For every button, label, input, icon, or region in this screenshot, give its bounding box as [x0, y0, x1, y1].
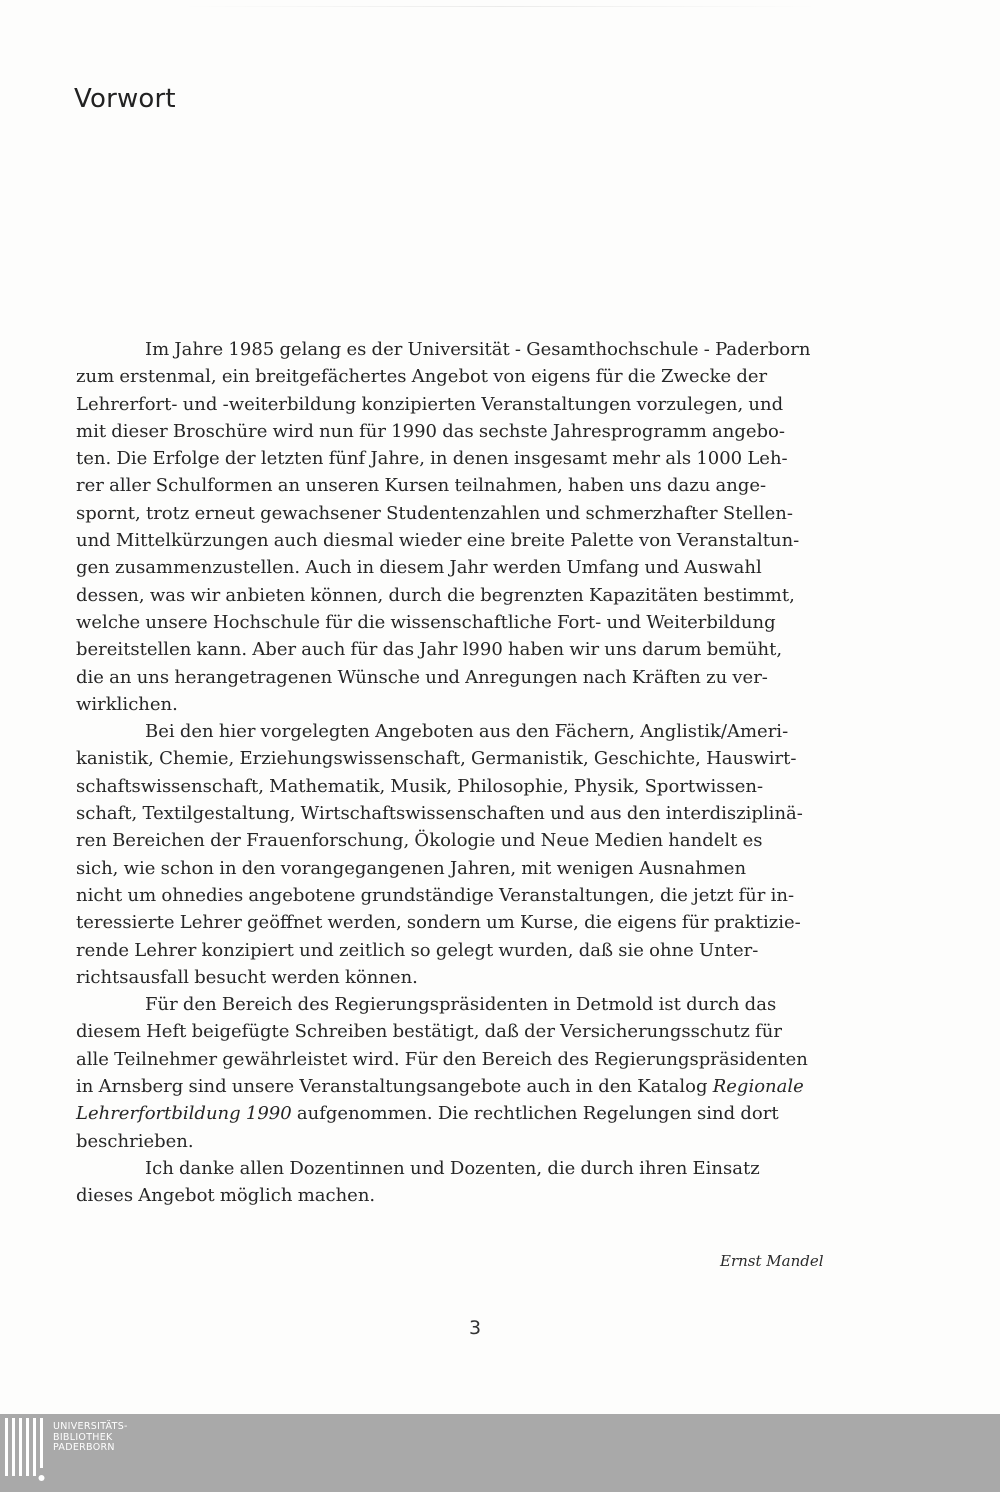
- catalog-title: Regionale Lehrerfortbildung 1990: [76, 1076, 804, 1125]
- library-logo: [4, 1418, 146, 1488]
- paragraph-3-text-after: aufgenommen. Die rechtlichen Regelungen sind dort beschrieben.: [76, 1103, 779, 1152]
- paragraph-3-text-before: Für den Bereich des Regierungspräsidenten in Detmold ist durch das diesem Heft beigefügte Schreiben bestätigt, daß der Versicherungsschutz für alle Teilnehmer gewährleistet wird. Für den Bereich des Regierungspräsidenten in Arnsberg sind unsere Veranstaltungsangebote auch in den Katalog: [76, 994, 808, 1098]
- library-logo-text: [53, 1422, 128, 1454]
- scan-edge-shadow: [180, 6, 820, 7]
- page-title: Vorwort: [74, 84, 176, 114]
- library-logo-bars-icon: [4, 1418, 48, 1486]
- logo-line-3: PADERBORN: [53, 1442, 115, 1453]
- paragraph-4: Ich danke allen Dozentinnen und Dozenten, die durch ihren Einsatz dieses Angebot möglich machen.: [76, 1157, 760, 1207]
- logo-line-1: UNIVERSITÄTS-: [53, 1421, 128, 1432]
- logo-line-2: BIBLIOTHEK: [53, 1431, 113, 1443]
- paragraph-1: Im Jahre 1985 gelang es der Universität - Gesamthochschule - Paderborn zum erstenmal, ein breitgefächertes Angebot von eigens für die Zwecke der Lehrerfort- und -weiterbildung konzipierten Veranstaltungen vorzulegen, und mit dieser Broschüre wird nun für 1990 das sechste Jahresprogramm angebo- ten. Die Erfolge der letzten fünf Jahre, in denen insgesamt mehr als 1000 Leh- rer aller Schulformen an unseren Kursen teilnahmen, haben uns dazu ange- spornt, trotz erneut gewachsener Studentenzahlen und schmerzhafter Stellen- und Mittelkürzungen auch diesmal wieder eine breite Palette von Veranstaltun- gen zusammenzustellen. Auch in diesem Jahr werden Umfang und Auswahl dessen, was wir anbieten können, durch die begrenzten Kapazitäten bestimmt, welche unsere Hochschule für die wissenschaftliche Fort- und Weiterbildung bereitstellen kann. Aber auch für das Jahr l990 haben wir uns darum bemüht, die an uns herangetragenen Wünsche und Anregungen nach Kräften zu ver- wirklichen.: [76, 339, 811, 715]
- paragraph-3: [76, 991, 898, 1155]
- signature: Ernst Mandel: [720, 1252, 824, 1270]
- page-number: 3: [468, 1317, 482, 1339]
- foreword-body: [76, 336, 898, 1210]
- paragraph-2: Bei den hier vorgelegten Angeboten aus den Fächern, Anglistik/Ameri- kanistik, Chemie, Erziehungswissenschaft, Germanistik, Geschichte, Hauswirt- schaftswissenschaft, Mathematik, Musik, Philosophie, Physik, Sportwissen- schaft, Textilgestaltung, Wirtschaftswissenschaften und aus den interdisziplinä- ren Bereichen der Frauenforschung, Ökologie und Neue Medien handelt es sich, wie schon in den vorangegangenen Jahren, mit wenigen Ausnahmen nicht um ohnedies angebotene grundständige Veranstaltungen, die jetzt für in- teressierte Lehrer geöffnet werden, sondern um Kurse, die eigens für praktizie- rende Lehrer konzipiert und zeitlich so gelegt wurden, daß sie ohne Unter- richtsausfall besucht werden können.: [76, 721, 803, 988]
- library-footer-bar: [0, 1414, 1000, 1492]
